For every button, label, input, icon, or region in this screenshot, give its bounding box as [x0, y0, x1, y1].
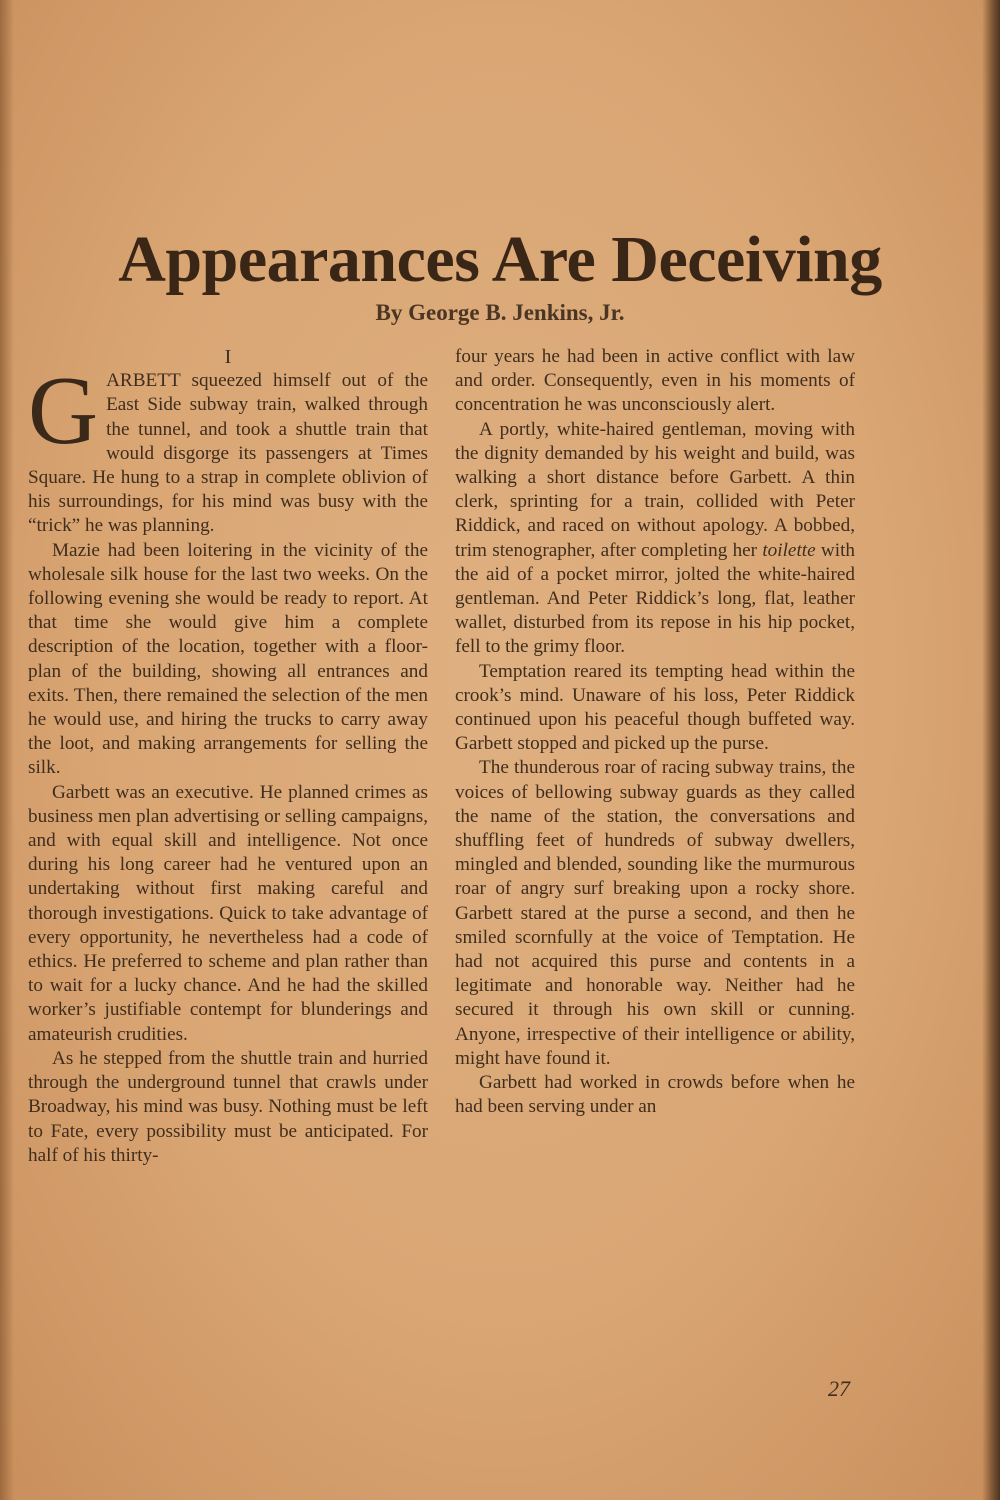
page-number: 27	[828, 1376, 850, 1401]
paragraph-continuation: four years he had been in active conflict with law and order. Consequently, even in his moments of concentration he was unconsciously alert.	[455, 346, 855, 416]
paragraph: A portly, white-haired gentleman, moving with the dignity demanded by his weight and build, was walking a short distance before Garbett. A thin clerk, sprinting for a train, collided with Peter Riddick, and raced on without apology. A bobbed, trim stenographer, after completing her toilette with the aid of a pocket mirror, jolted the white-haired gentleman. And Peter Riddick’s long, flat, leather wallet, disturbed from its repose in his hip pocket, fell to the grimy floor.	[455, 418, 855, 658]
paragraph: As he stepped from the shuttle train and hurried through the underground tunnel that crawls under Broadway, his mind was busy. Nothing must be left to Fate, every possibility must be anticipated. For half of his thirty-	[28, 1047, 428, 1166]
article-title: Appearances Are Deceiving	[118, 223, 882, 296]
paragraph: The thunderous roar of racing subway trains, the voices of bellowing subway guards as they called the name of the station, the conversations and shuffling feet of hundreds of subway dwellers, mingled and blended, sounding like the murmurous roar of angry surf breaking upon a rocky shore. Garbett stared at the purse a second, and then he smiled scornfully at the voice of Temptation. He had not acquired this purse and contents in a legitimate and honorable way. Neither had he secured it through his own skill or cunning. Anyone, irrespective of their intelligence or ability, might have found it.	[455, 757, 855, 1069]
first-paragraph-text: ARBETT squeezed himself out of the East Side subway train, walked through the tunnel, and took a shuttle train that would disgorge its passengers at Times Square. He hung to a strap in complete oblivion of his surroundings, for his mind was busy with the “trick” he was planning.	[28, 370, 428, 537]
paragraph: Garbett was an executive. He planned crimes as business men plan advertising or selling campaigns, and with equal skill and intelligence. Not once during his long career had he ventured upon an undertaking without first making careful and thorough investigations. Quick to take advantage of every opportunity, he nevertheless had a code of ethics. He preferred to scheme and plan rather than to wait for a lucky chance. And he had the skilled worker’s justifiable contempt for blunderings and amateurish crudities.	[28, 781, 428, 1045]
paragraph: Garbett had worked in crowds before when he had been serving under an	[455, 1072, 855, 1118]
italic-word: toilette	[762, 539, 816, 561]
section-number: I	[224, 346, 232, 368]
first-paragraph	[28, 357, 428, 538]
left-column	[28, 345, 428, 1168]
drop-cap: G	[28, 357, 99, 465]
right-column	[455, 345, 855, 1120]
paragraph: Mazie had been loitering in the vicinity of the wholesale silk house for the last two weeks. On the following evening she would be ready to report. At that time she would give him a complete description of the location, together with a floor-plan of the building, showing all entrances and exits. Then, there remained the selection of the men he would use, and hiring the trucks to carry away the loot, and making arrangements for selling the silk.	[28, 539, 428, 779]
article-byline: By George B. Jenkins, Jr.	[375, 300, 625, 325]
paragraph: Temptation reared its tempting head within the crook’s mind. Unaware of his loss, Peter Riddick continued upon his peaceful though buffeted way. Garbett stopped and picked up the purse.	[455, 660, 855, 755]
